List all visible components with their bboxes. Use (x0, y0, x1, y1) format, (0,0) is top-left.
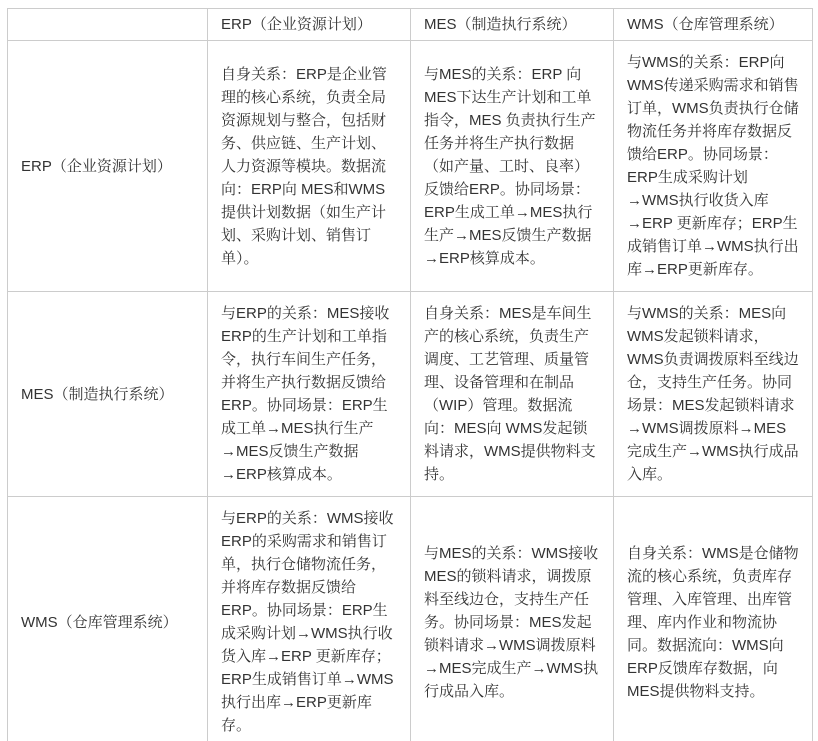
col-header-wms: WMS（仓库管理系统） (614, 9, 813, 41)
table-row-erp (8, 41, 813, 292)
system-relationship-table (7, 8, 813, 741)
row-header-erp: ERP（企业资源计划） (8, 41, 208, 292)
cell-mes-wms: 与WMS的关系：MES向WMS发起锁料请求，WMS负责调拨原料至线边仓，支持生产任务。协同场景：MES发起锁料请求→WMS调拨原料→MES完成生产→WMS执行成品入库。 (614, 292, 813, 497)
row-header-mes: MES（制造执行系统） (8, 292, 208, 497)
cell-mes-erp: 与ERP的关系：MES接收ERP的生产计划和工单指令，执行车间生产任务，并将生产执行数据反馈给ERP。协同场景：ERP生成工单→MES执行生产→MES反馈生产数据→ERP核算成本。 (208, 292, 411, 497)
table-row-wms (8, 497, 813, 741)
table-row-mes (8, 292, 813, 497)
col-header-mes: MES（制造执行系统） (411, 9, 614, 41)
corner-cell (8, 9, 208, 41)
col-header-erp: ERP（企业资源计划） (208, 9, 411, 41)
row-header-wms: WMS（仓库管理系统） (8, 497, 208, 741)
cell-erp-mes: 与MES的关系：ERP 向MES下达生产计划和工单指令，MES 负责执行生产任务并将生产执行数据（如产量、工时、良率）反馈给ERP。协同场景：ERP生成工单→MES执行生产→MES反馈生产数据→ERP核算成本。 (411, 41, 614, 292)
cell-wms-self: 自身关系：WMS是仓储物流的核心系统，负责库存管理、入库管理、出库管理、库内作业和物流协同。数据流向：WMS向ERP反馈库存数据，向MES提供物料支持。 (614, 497, 813, 741)
cell-wms-erp: 与ERP的关系：WMS接收ERP的采购需求和销售订单，执行仓储物流任务，并将库存数据反馈给ERP。协同场景：ERP生成采购计划→WMS执行收货入库→ERP 更新库存；ERP生成销售订单→WMS执行出库→ERP更新库存。 (208, 497, 411, 741)
cell-erp-wms: 与WMS的关系：ERP向WMS传递采购需求和销售订单，WMS负责执行仓储物流任务并将库存数据反馈给ERP。协同场景：ERP生成采购计划 →WMS执行收货入库→ERP 更新库存；ERP生成销售订单→WMS执行出库→ERP更新库存。 (614, 41, 813, 292)
cell-wms-mes: 与MES的关系：WMS接收MES的锁料请求，调拨原料至线边仓，支持生产任务。协同场景：MES发起锁料请求→WMS调拨原料→MES完成生产→WMS执行成品入库。 (411, 497, 614, 741)
header-row (8, 9, 813, 41)
cell-mes-self: 自身关系：MES是车间生产的核心系统，负责生产调度、工艺管理、质量管理、设备管理和在制品（WIP）管理。数据流向：MES向 WMS发起锁料请求，WMS提供物料支持。 (411, 292, 614, 497)
cell-erp-self: 自身关系：ERP是企业管理的核心系统，负责全局资源规划与整合，包括财务、供应链、生产计划、人力资源等模块。数据流向：ERP向 MES和WMS提供计划数据（如生产计划、采购计划、销售订单）。 (208, 41, 411, 292)
